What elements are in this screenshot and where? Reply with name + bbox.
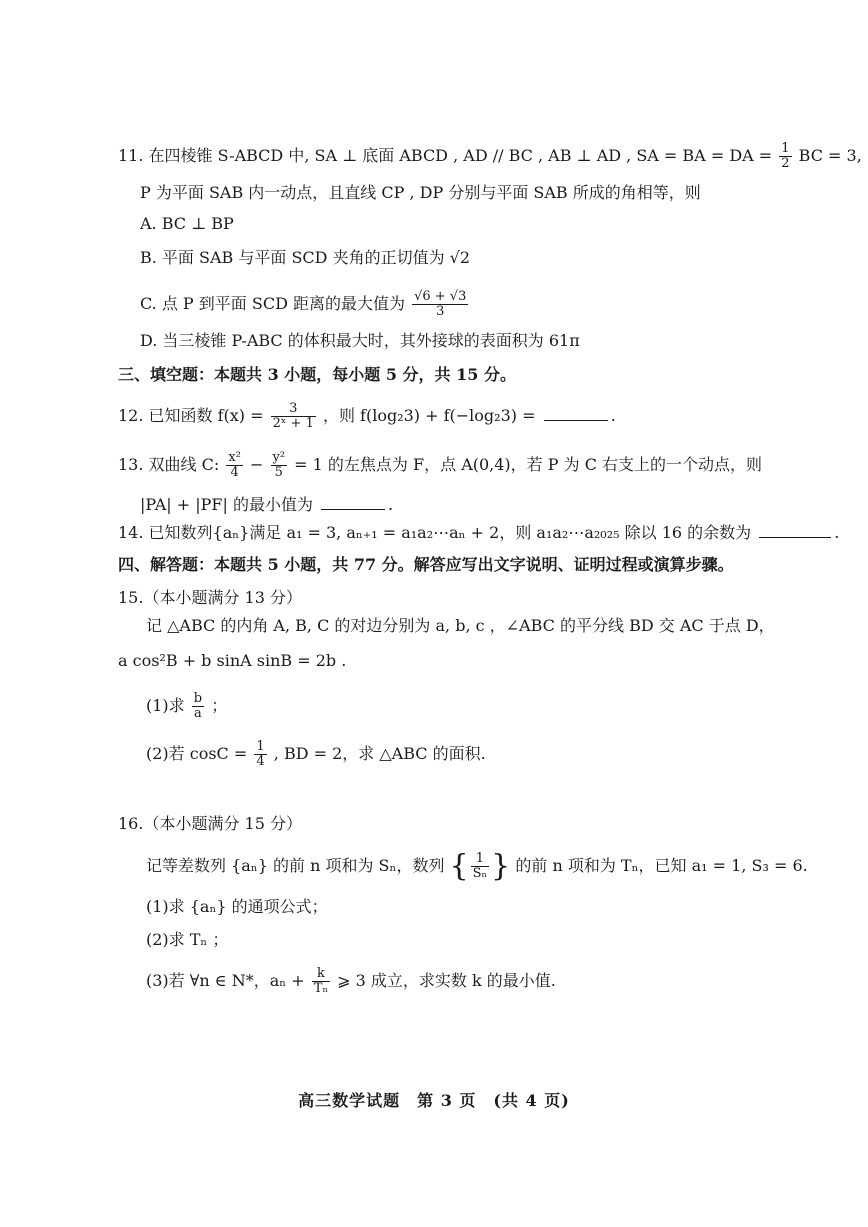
section-3-heading: 三、填空题：本题共 3 小题，每小题 5 分，共 15 分。 [118,365,516,384]
q11-option-d: D. 当三棱锥 P-ABC 的体积最大时，其外接球的表面积为 61π [140,331,580,350]
q16-fraction [471,852,490,881]
section-4-heading: 四、解答题：本题共 5 小题，共 77 分。解答应写出文字说明、证明过程或演算步骤。 [118,555,734,574]
q15-line2: a cos²B + b sinA sinB = 2b . [118,651,347,670]
q16-line1-suffix: 的前 n 项和为 Tₙ，已知 a₁ = 1, S₃ = 6. [515,856,808,875]
q13-text-prefix: 13. 双曲线 C: [118,455,220,474]
q13-fraction-2 [271,451,288,480]
q11-line2: P 为平面 SAB 内一动点，且直线 CP , DP 分别与平面 SAB 所成的角相等，则 [140,183,701,202]
q11-text-suffix: BC = 3, [798,146,862,165]
q11-text-prefix: 11. 在四棱锥 S-ABCD 中, SA ⊥ 底面 ABCD , AD // BC , AB ⊥ AD , SA = BA = DA = [118,146,773,165]
q16-part3-prefix: (3)若 ∀n ∈ N*，aₙ + [146,971,305,990]
q13-line2-text: |PA| + |PF| 的最小值为 [140,495,313,514]
q16-part3-suffix: ⩾ 3 成立，求实数 k 的最小值. [337,971,556,990]
q11-option-c [140,290,470,319]
q13-frac1-num: x² [228,450,241,465]
q16-part3-num: k [312,967,330,982]
q16-frac-num: 1 [471,852,490,867]
q12-line [118,402,616,431]
q12-answer-blank[interactable] [544,406,608,421]
q12-end: . [610,406,616,425]
q11-option-c-den: 3 [436,304,445,319]
q15-heading: 15.（本小题满分 13 分） [118,588,302,607]
q11-fraction [779,142,791,171]
q15-part1-fraction [192,692,204,721]
q16-left-brace: { [449,848,469,884]
q15-part2-num: 1 [256,739,265,754]
q13-frac2-num: y² [272,450,286,465]
q12-fraction [271,402,316,431]
q16-part3-den: Tₙ [313,981,329,996]
page-footer: 高三数学试题 第 3 页 (共 4 页) [298,1091,570,1110]
q16-part2: (2)求 Tₙ ； [146,930,229,949]
q15-part2-fraction [254,740,266,769]
q13-text-suffix: = 1 的左焦点为 F，点 A(0,4)，若 P 为 C 右支上的一个动点，则 [294,455,763,474]
q14-answer-blank[interactable] [759,523,831,538]
q11-option-b: B. 平面 SAB 与平面 SCD 夹角的正切值为 √2 [140,248,471,267]
q11-option-c-num: √6 + √3 [414,289,467,304]
q16-part3 [146,967,556,996]
q14-line [118,522,839,544]
q15-part1-suffix: ； [211,696,228,715]
q12-frac-num: 3 [271,402,316,417]
q11-frac-den: 2 [781,156,790,171]
q13-frac1-den: 4 [230,465,239,480]
q11-frac-num: 1 [781,141,790,156]
q13-end: . [388,495,394,514]
q15-line1: 记 △ABC 的内角 A, B, C 的对边分别为 a, b, c ，∠ABC 的平分线 BD 交 AC 于点 D， [146,616,775,635]
q15-part2 [146,740,486,769]
q16-part1: (1)求 {aₙ} 的通项公式； [146,897,328,916]
q13-line1 [118,451,762,480]
q11-option-a: A. BC ⊥ BP [140,214,234,233]
q13-line2 [140,494,393,516]
q16-frac-den: Sₙ [472,866,488,881]
q11-option-c-fraction [412,290,468,319]
q16-part3-fraction [312,967,330,996]
q15-part1-num: b [193,691,203,706]
q15-part2-suffix: , BD = 2，求 △ABC 的面积. [273,744,486,763]
q15-part1 [146,692,227,721]
q13-fraction-1 [226,451,243,480]
q12-text-prefix: 12. 已知函数 f(x) = [118,406,264,425]
q13-frac2-den: 5 [274,465,283,480]
q14-end: . [834,523,840,542]
q12-frac-den: 2ˣ + 1 [272,416,314,431]
q13-minus: − [250,455,264,474]
q16-line1-prefix: 记等差数列 {aₙ} 的前 n 项和为 Sₙ，数列 [146,856,445,875]
q15-part1-prefix: (1)求 [146,696,185,715]
q16-right-brace: } [491,848,511,884]
q11-option-c-text: C. 点 P 到平面 SCD 距离的最大值为 [140,294,405,313]
q15-part2-den: 4 [256,754,265,769]
q12-text-suffix: ，则 f(log₂3) + f(−log₂3) = [322,406,536,425]
q16-heading: 16.（本小题满分 15 分） [118,814,302,833]
q14-text: 14. 已知数列{aₙ}满足 a₁ = 3, aₙ₊₁ = a₁a₂⋯aₙ + 2，则 a₁a₂⋯a₂₀₂₅ 除以 16 的余数为 [118,523,752,542]
q16-line1 [146,848,808,884]
q15-part2-prefix: (2)若 cosC = [146,744,248,763]
q11-line1 [118,142,862,171]
q13-answer-blank[interactable] [321,495,385,510]
q15-part1-den: a [194,706,202,721]
